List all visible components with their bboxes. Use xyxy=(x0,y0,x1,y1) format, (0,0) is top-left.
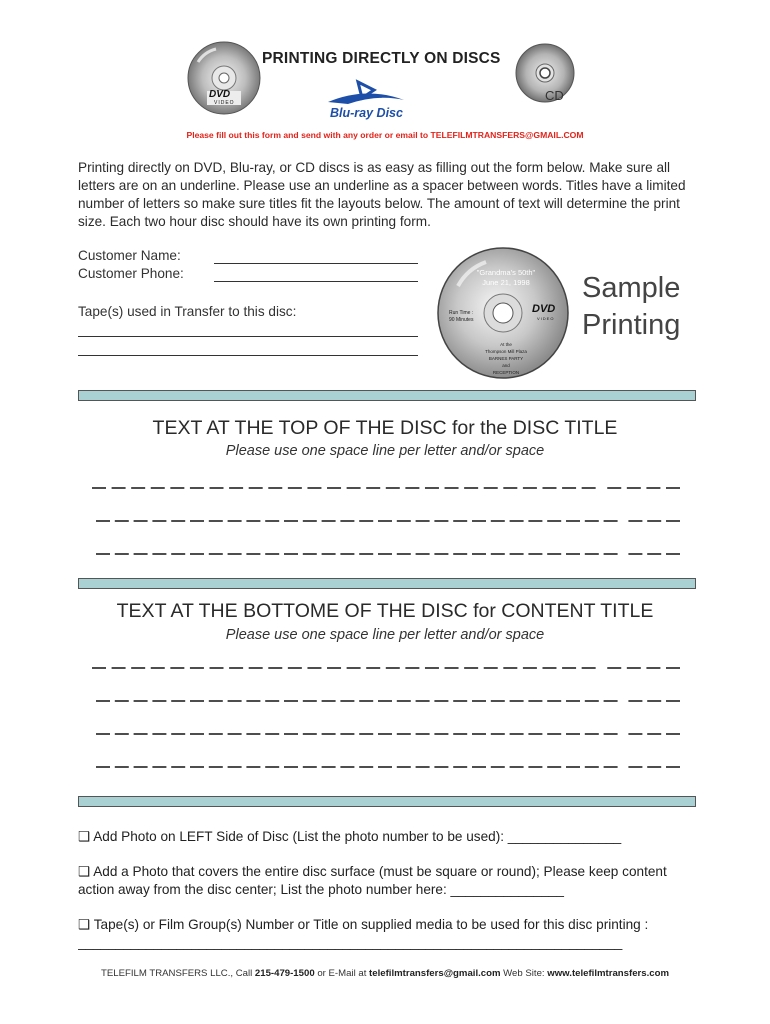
bottom-section-subtitle: Please use one space line per letter and/or space xyxy=(225,627,545,643)
sample-disc-bottom-2: Thompson Mill Plaza xyxy=(485,349,527,354)
sample-disc-bottom-5: RECEPTION xyxy=(492,370,520,375)
tapes-used-field-1[interactable] xyxy=(78,336,418,337)
dvd-logo-text: DVD xyxy=(209,89,231,100)
tapes-used-label: Tape(s) used in Transfer to this disc: xyxy=(78,304,297,319)
sample-disc-bottom-1: At the xyxy=(500,342,512,347)
intro-paragraph: Printing directly on DVD, Blu-ray, or CD discs is as easy as filling out the form below. Make sure all letters are on an underline. Please use an underline as a spacer between words. Titles have a limited number of letters so make sure titles fit the layouts below. The amount of text will determine the print size. Each two hour disc should have its own printing form. xyxy=(78,160,686,229)
bottom-text-entry-lines[interactable] xyxy=(0,660,770,785)
footer-mid: or E-Mail at xyxy=(314,968,370,979)
section-divider-2 xyxy=(78,578,696,589)
top-section-subtitle: Please use one space line per letter and/or space xyxy=(225,443,545,459)
sample-disc-title-1: "Grandma's 50th" xyxy=(476,268,536,277)
cd-logo-text: CD xyxy=(545,88,564,103)
sample-disc-runtime-1: Run Time : xyxy=(449,310,474,316)
option-photo-left[interactable]: ❑ Add Photo on LEFT Side of Disc (List the photo number to be used): _______________ xyxy=(78,829,622,844)
sample-label-2: Printing xyxy=(582,309,681,341)
sample-disc-bottom-3: BARNES PARTY xyxy=(488,356,524,361)
customer-name-label: Customer Name: xyxy=(78,248,181,263)
footer xyxy=(0,968,770,979)
footer-site-label: Web Site: xyxy=(500,968,548,979)
section-divider-1 xyxy=(78,390,696,401)
bottom-section-title: TEXT AT THE BOTTOME OF THE DISC for CONTENT TITLE xyxy=(116,600,654,622)
submission-notice: Please fill out this form and send with any order or email to TELEFILMTRANSFERS@GMAIL.COM xyxy=(186,130,584,140)
sample-disc-bottom-4: and xyxy=(502,363,510,368)
footer-phone[interactable]: 215-479-1500 xyxy=(254,968,315,979)
sample-disc-runtime-2: 90 Minutes xyxy=(449,317,474,323)
footer-site[interactable]: www.telefilmtransfers.com xyxy=(547,968,669,979)
top-text-entry-lines[interactable] xyxy=(0,476,770,566)
sample-disc-logo: DVD xyxy=(532,303,556,315)
customer-name-field[interactable] xyxy=(214,263,418,264)
dvd-logo-subtext: VIDEO xyxy=(214,100,235,106)
sample-label-1: Sample xyxy=(582,272,681,304)
option-tape-group[interactable]: ❑ Tape(s) or Film Group(s) Number or Title on supplied media to be used for this disc printing : ________________________________________________________________________ xyxy=(78,917,649,950)
option-photo-full[interactable]: ❑ Add a Photo that covers the entire disc surface (must be square or round); Please keep content action away from the disc center; List the photo number here: _______________ xyxy=(78,864,667,897)
section-divider-3 xyxy=(78,796,696,807)
tapes-used-field-2[interactable] xyxy=(78,355,418,356)
sample-disc-title-2: June 21, 1998 xyxy=(482,278,530,287)
customer-phone-field[interactable] xyxy=(214,281,418,282)
footer-email[interactable]: telefilmtransfers@gmail.com xyxy=(369,968,501,979)
customer-phone-label: Customer Phone: xyxy=(78,266,184,281)
bluray-logo-text: Blu-ray Disc xyxy=(330,106,403,120)
footer-prefix: TELEFILM TRANSFERS LLC., Call xyxy=(101,968,255,979)
page-title: PRINTING DIRECTLY ON DISCS xyxy=(262,50,501,67)
top-section-title: TEXT AT THE TOP OF THE DISC for the DISC TITLE xyxy=(152,417,618,439)
sample-disc-logo-sub: VIDEO xyxy=(537,316,555,321)
